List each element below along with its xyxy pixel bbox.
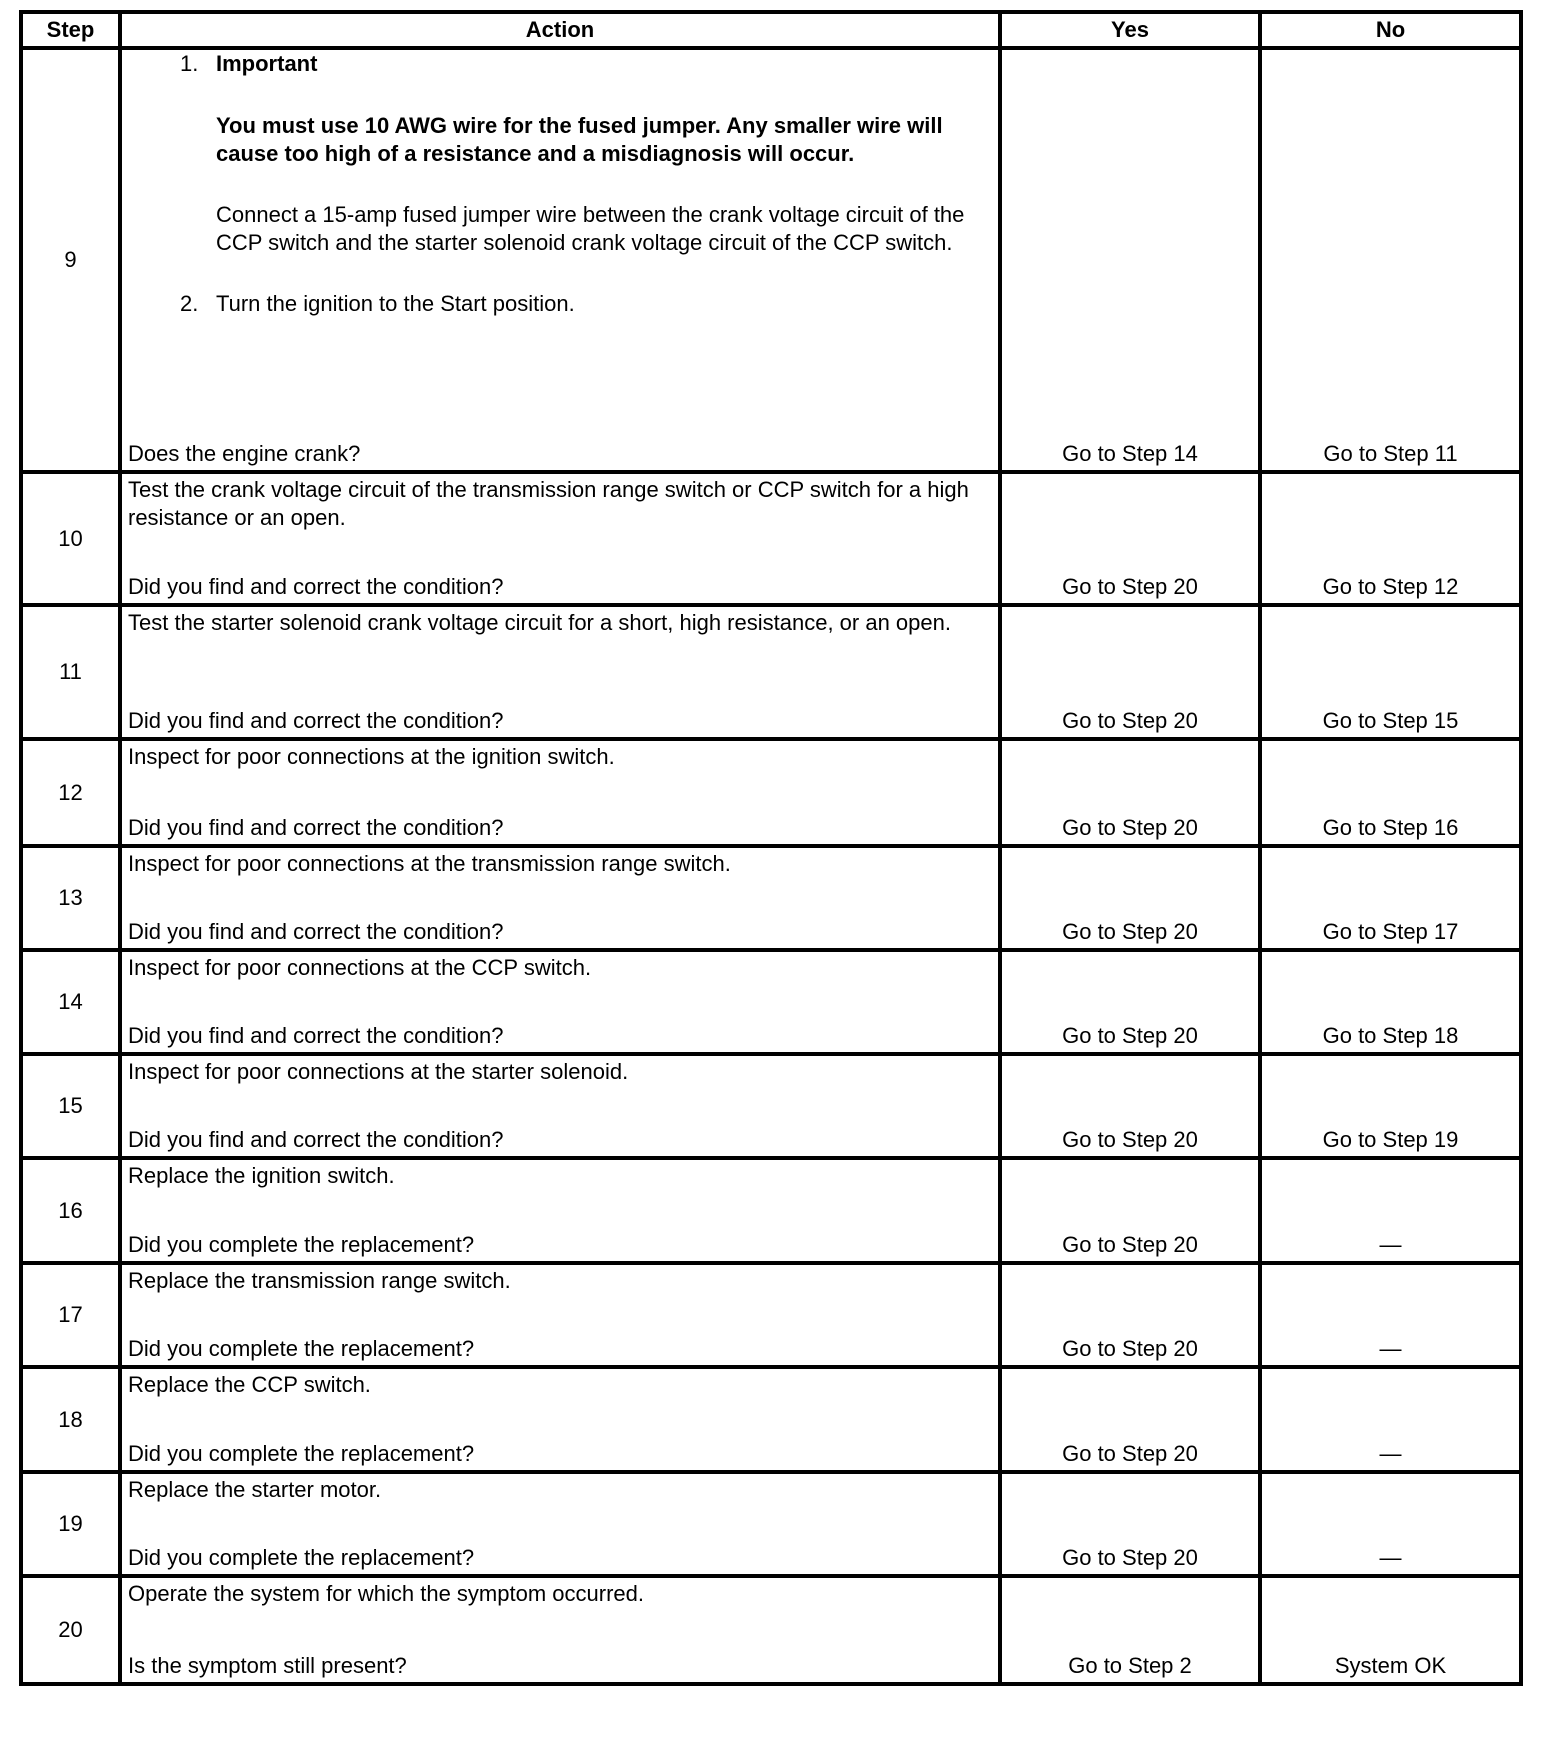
action-question: Did you find and correct the condition?: [128, 708, 504, 733]
step-number: 13: [21, 846, 120, 950]
header-action: Action: [120, 12, 1000, 48]
action-cell: [120, 846, 1000, 950]
action-question: Did you find and correct the condition?: [128, 1023, 504, 1048]
yes-result: Go to Step 20: [1000, 1158, 1260, 1263]
action-question: Did you complete the replacement?: [128, 1545, 475, 1570]
yes-result: Go to Step 20: [1000, 1367, 1260, 1472]
item-number: 2.: [180, 291, 199, 316]
action-question: Did you complete the replacement?: [128, 1232, 475, 1257]
important-label: Important: [216, 51, 318, 76]
action-text: Test the starter solenoid crank voltage circuit for a short, high resistance, or an open.: [128, 610, 951, 635]
action-text: Test the crank voltage circuit of the transmission range switch or CCP switch for a high resistance or an open.: [128, 477, 969, 530]
table-row-step-11: [21, 605, 1521, 739]
no-result: Go to Step 17: [1260, 846, 1521, 950]
action-text: Inspect for poor connections at the transmission range switch.: [128, 851, 731, 876]
yes-result: Go to Step 20: [1000, 472, 1260, 605]
action-cell: [120, 1158, 1000, 1263]
no-result: —: [1260, 1367, 1521, 1472]
yes-result: Go to Step 20: [1000, 739, 1260, 846]
action-text: Inspect for poor connections at the ignition switch.: [128, 744, 615, 769]
no-result: System OK: [1260, 1576, 1521, 1684]
no-result: —: [1260, 1263, 1521, 1367]
yes-result: Go to Step 20: [1000, 1263, 1260, 1367]
table-row-step-9: [21, 48, 1521, 472]
table-row-step-16: [21, 1158, 1521, 1263]
header-step: Step: [21, 12, 120, 48]
action-text: Inspect for poor connections at the CCP switch.: [128, 955, 592, 980]
no-result: Go to Step 18: [1260, 950, 1521, 1054]
step-number: 18: [21, 1367, 120, 1472]
table-row-step-14: [21, 950, 1521, 1054]
action-item-2: [128, 290, 992, 318]
action-cell: [120, 950, 1000, 1054]
action-cell: [120, 605, 1000, 739]
step-number: 20: [21, 1576, 120, 1684]
step-number: 10: [21, 472, 120, 605]
action-question: Did you find and correct the condition?: [128, 919, 504, 944]
action-cell: [120, 48, 1000, 472]
step-number: 19: [21, 1472, 120, 1576]
yes-result: Go to Step 20: [1000, 1054, 1260, 1158]
yes-result: Go to Step 20: [1000, 846, 1260, 950]
action-instruction: Turn the ignition to the Start position.: [216, 291, 575, 316]
header-row: [21, 12, 1521, 48]
action-question: Does the engine crank?: [128, 441, 361, 466]
table-row-step-20: [21, 1576, 1521, 1684]
table-row-step-12: [21, 739, 1521, 846]
no-result: —: [1260, 1158, 1521, 1263]
action-text: Inspect for poor connections at the starter solenoid.: [128, 1059, 629, 1084]
action-text: Replace the ignition switch.: [128, 1163, 395, 1188]
table-row-step-13: [21, 846, 1521, 950]
action-question: Is the symptom still present?: [128, 1653, 407, 1678]
step-number: 12: [21, 739, 120, 846]
action-cell: [120, 739, 1000, 846]
step-number: 15: [21, 1054, 120, 1158]
no-result: Go to Step 11: [1260, 48, 1521, 472]
diagnostic-table: [19, 10, 1523, 1686]
step-number: 16: [21, 1158, 120, 1263]
no-result: Go to Step 19: [1260, 1054, 1521, 1158]
table-row-step-10: [21, 472, 1521, 605]
table-row-step-18: [21, 1367, 1521, 1472]
action-question: Did you find and correct the condition?: [128, 1127, 504, 1152]
action-cell: [120, 1472, 1000, 1576]
yes-result: Go to Step 14: [1000, 48, 1260, 472]
no-result: —: [1260, 1472, 1521, 1576]
important-note: You must use 10 AWG wire for the fused jumper. Any smaller wire will cause too high of a resistance and a misdiagnosis will occur.: [216, 113, 943, 166]
no-result: Go to Step 16: [1260, 739, 1521, 846]
yes-result: Go to Step 20: [1000, 950, 1260, 1054]
step-number: 14: [21, 950, 120, 1054]
action-question: Did you complete the replacement?: [128, 1441, 475, 1466]
action-question: Did you find and correct the condition?: [128, 815, 504, 840]
yes-result: Go to Step 20: [1000, 1472, 1260, 1576]
step-number: 11: [21, 605, 120, 739]
action-question: Did you complete the replacement?: [128, 1336, 475, 1361]
yes-result: Go to Step 2: [1000, 1576, 1260, 1684]
yes-result: Go to Step 20: [1000, 605, 1260, 739]
action-text: Replace the transmission range switch.: [128, 1268, 511, 1293]
action-cell: [120, 1263, 1000, 1367]
header-yes: Yes: [1000, 12, 1260, 48]
header-no: No: [1260, 12, 1521, 48]
action-text: Operate the system for which the symptom occurred.: [128, 1581, 644, 1606]
step-number: 17: [21, 1263, 120, 1367]
no-result: Go to Step 12: [1260, 472, 1521, 605]
action-item-1: [128, 50, 992, 78]
table-row-step-17: [21, 1263, 1521, 1367]
action-instruction: Connect a 15-amp fused jumper wire between the crank voltage circuit of the CCP switch and the starter solenoid crank voltage circuit of the CCP switch.: [216, 202, 965, 255]
no-result: Go to Step 15: [1260, 605, 1521, 739]
action-text: Replace the CCP switch.: [128, 1372, 371, 1397]
action-cell: [120, 1367, 1000, 1472]
table-row-step-19: [21, 1472, 1521, 1576]
step-number: 9: [21, 48, 120, 472]
action-text: Replace the starter motor.: [128, 1477, 382, 1502]
action-cell: [120, 1576, 1000, 1684]
action-question: Did you find and correct the condition?: [128, 574, 504, 599]
action-cell: [120, 472, 1000, 605]
item-number: 1.: [180, 51, 199, 76]
table-row-step-15: [21, 1054, 1521, 1158]
action-cell: [120, 1054, 1000, 1158]
